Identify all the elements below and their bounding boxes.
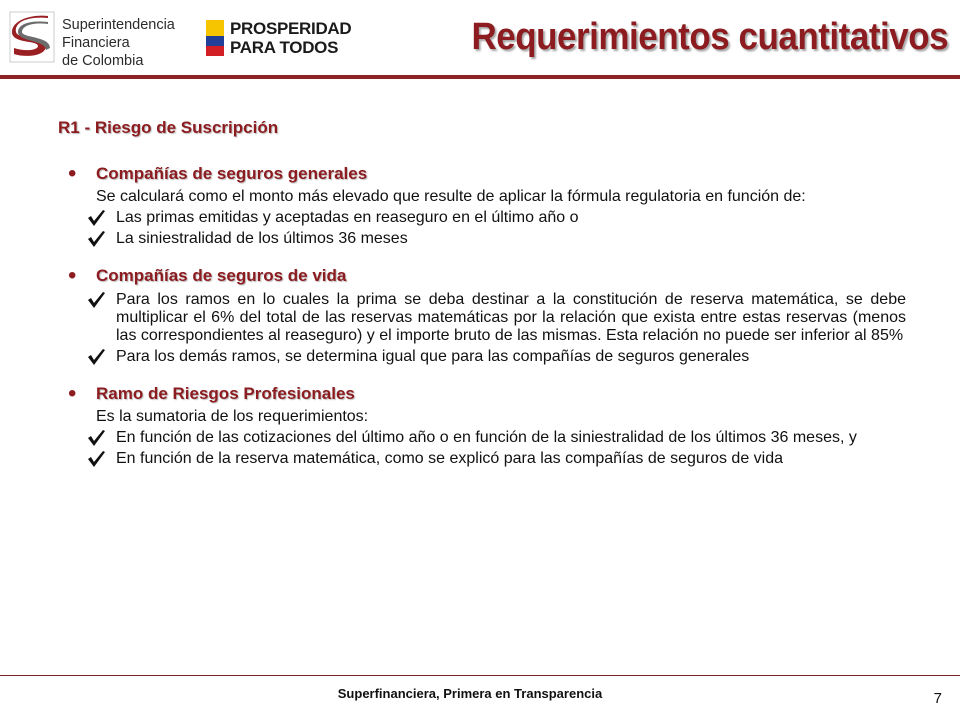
footer-tagline: Superfinanciera, Primera en Transparencia — [337, 686, 603, 701]
checkmark-icon — [86, 230, 106, 248]
logo-line: de Colombia — [62, 53, 144, 69]
slide-title: Requerimientos cuantitativos — [471, 16, 948, 58]
footer-divider — [0, 675, 960, 676]
page-number: 7 — [933, 690, 942, 707]
check-item-text: En función de la reserva matemática, como se explicó para las compañías de seguros de vida — [116, 450, 784, 467]
bullet-group — [58, 160, 906, 248]
bullet-group-title: Compañías de seguros de vida — [96, 266, 347, 285]
superintendencia-logo — [8, 10, 184, 68]
checkmark-icon — [86, 291, 106, 309]
check-item-text: Para los demás ramos, se determina igual que para las compañías de seguros generales — [116, 348, 750, 365]
bullet-groups — [58, 160, 906, 468]
check-item-text: La siniestralidad de los últimos 36 meses — [116, 230, 408, 247]
bullet-group — [58, 262, 906, 366]
check-list-item — [58, 230, 906, 248]
check-list-item — [58, 348, 906, 366]
bullet-dot-icon: • — [68, 160, 77, 187]
bullet-group-header — [58, 262, 906, 289]
bullet-group-description: Es la sumatoria de los requerimientos: — [96, 408, 369, 425]
check-list-item — [58, 429, 906, 447]
checkmark-icon — [86, 348, 106, 366]
bullet-group-header — [58, 380, 906, 407]
check-list-item — [58, 209, 906, 227]
superintendencia-emblem-icon — [8, 10, 56, 64]
bullet-group-header — [58, 160, 906, 187]
logo-line: Financiera — [62, 35, 130, 51]
checkmark-icon — [86, 450, 106, 468]
section-title: R1 - Riesgo de Suscripción — [58, 118, 279, 137]
colombia-flag-ribbon-icon — [200, 16, 226, 60]
check-item-text: Las primas emitidas y aceptadas en reaseguro en el último año o — [116, 209, 579, 226]
checkmark-icon — [86, 429, 106, 447]
header-divider — [0, 75, 960, 79]
check-list-item — [58, 450, 906, 468]
bullet-dot-icon: • — [68, 380, 77, 407]
prosperidad-logo — [200, 16, 350, 62]
logo-line: Superintendencia — [62, 17, 175, 33]
bullet-dot-icon: • — [68, 262, 77, 289]
bullet-group — [58, 380, 906, 468]
check-list-item — [58, 291, 906, 345]
bullet-group-description: Se calculará como el monto más elevado que resulte de aplicar la fórmula regulatoria en función de: — [96, 188, 806, 205]
logo-line: PARA TODOS — [230, 38, 339, 57]
slide-header — [0, 0, 960, 80]
check-item-text: En función de las cotizaciones del último año o en función de la siniestralidad de los últimos 36 meses, y — [116, 429, 857, 446]
checkmark-icon — [86, 209, 106, 227]
check-item-text: Para los ramos en lo cuales la prima se deba destinar a la constitución de reserva matemática, se debe multiplicar el 6% del total de las reservas matemáticas por la relación que exista entre estas reservas (menos las correspondientes al reaseguro) y el importe bruto de las mismas. Esta relación no puede ser inferior al 85% — [116, 291, 906, 344]
bullet-group-title: Ramo de Riesgos Profesionales — [96, 384, 355, 403]
logo-line: PROSPERIDAD — [230, 19, 352, 38]
bullet-group-title: Compañías de seguros generales — [96, 164, 368, 183]
slide-content — [58, 118, 906, 468]
